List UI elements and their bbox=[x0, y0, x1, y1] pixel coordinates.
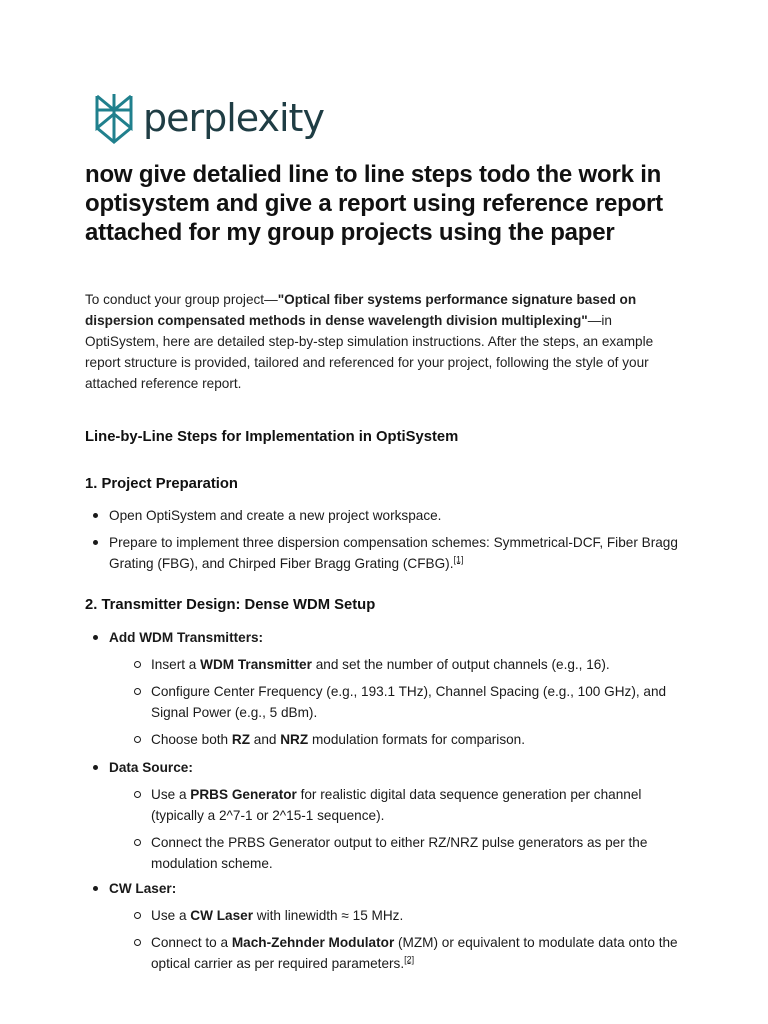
list-item: Open OptiSystem and create a new project workspace. bbox=[85, 505, 685, 526]
list-item: Connect to a Mach-Zehnder Modulator (MZM) or equivalent to modulate data onto the optical carrier as per required parameters.[2] bbox=[125, 932, 685, 974]
list-item bbox=[85, 878, 685, 899]
intro-paragraph bbox=[85, 289, 685, 394]
step1-list bbox=[85, 505, 685, 574]
intro-post: —in OptiSystem, here are detailed step-by-step simulation instructions. After the steps, an example report structure is provided, tailored and referenced for your project, following the style of your attached reference report. bbox=[85, 313, 654, 391]
step1-heading: 1. Project Preparation bbox=[85, 476, 238, 492]
list-item: Use a CW Laser with linewidth ≈ 15 MHz. bbox=[125, 905, 685, 926]
group-label: Data Source: bbox=[109, 760, 193, 775]
step2-list bbox=[85, 757, 685, 778]
section-heading: Line-by-Line Steps for Implementation in OptiSystem bbox=[85, 429, 459, 445]
perplexity-logo-icon bbox=[93, 92, 135, 144]
list-item: Insert a WDM Transmitter and set the number of output channels (e.g., 16). bbox=[125, 654, 685, 675]
intro-pre: To conduct your group project— bbox=[85, 292, 278, 307]
group-label: Add WDM Transmitters: bbox=[109, 630, 264, 645]
sub-list bbox=[125, 654, 685, 750]
list-item: Prepare to implement three dispersion compensation schemes: Symmetrical-DCF, Fiber Bragg Grating (FBG), and Chirped Fiber Bragg Grating (CFBG).[1] bbox=[85, 532, 685, 574]
list-item: Connect the PRBS Generator output to either RZ/NRZ pulse generators as per the modulation scheme. bbox=[125, 832, 685, 874]
citation-link[interactable]: [1] bbox=[453, 554, 464, 565]
sub-list bbox=[125, 905, 685, 974]
step2-list bbox=[85, 878, 685, 899]
sub-list bbox=[125, 784, 685, 874]
page-title: now give detalied line to line steps todo the work in optisystem and give a report using reference report attached for my group projects using the paper bbox=[85, 161, 663, 246]
perplexity-wordmark: perplexity bbox=[143, 96, 324, 140]
list-item: Configure Center Frequency (e.g., 193.1 THz), Channel Spacing (e.g., 100 GHz), and Signal Power (e.g., 5 dBm). bbox=[125, 681, 685, 723]
list-item: Choose both RZ and NRZ modulation formats for comparison. bbox=[125, 729, 685, 750]
step2-heading: 2. Transmitter Design: Dense WDM Setup bbox=[85, 597, 376, 613]
perplexity-logo bbox=[93, 92, 324, 144]
list-item bbox=[85, 757, 685, 778]
list-item: Use a PRBS Generator for realistic digital data sequence generation per channel (typically a 2^7-1 or 2^15-1 sequence). bbox=[125, 784, 685, 826]
intro-project-title: "Optical fiber systems performance signature based on dispersion compensated methods in dense wavelength division multiplexing" bbox=[85, 292, 637, 328]
list-item bbox=[85, 627, 685, 648]
citation-link[interactable]: [2] bbox=[404, 954, 415, 965]
step2-list bbox=[85, 627, 685, 648]
group-label: CW Laser: bbox=[109, 881, 177, 896]
